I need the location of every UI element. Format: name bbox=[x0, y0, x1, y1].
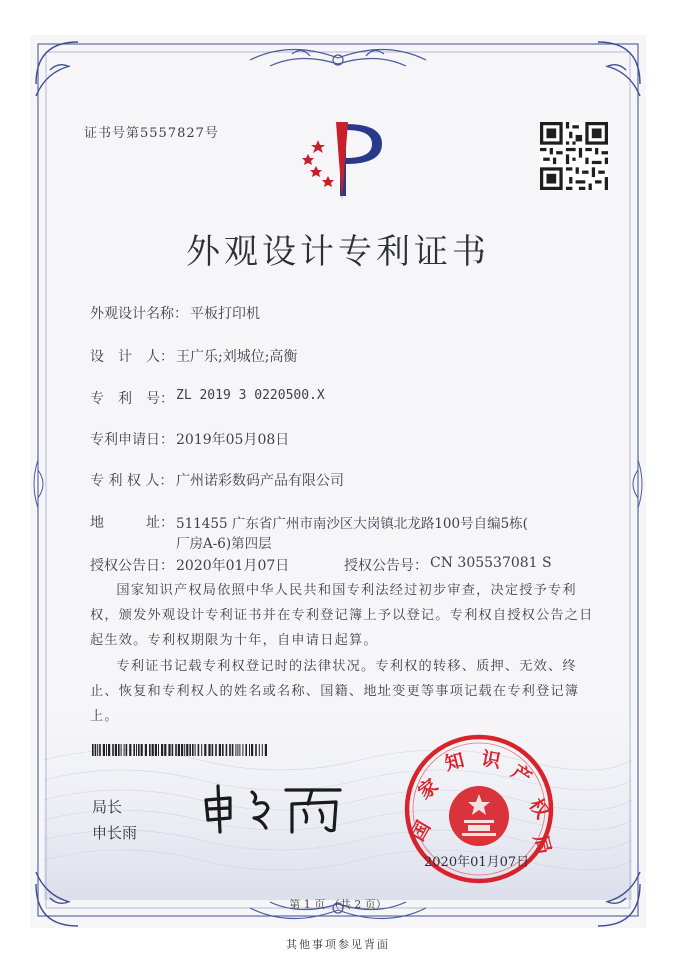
address-line-2: 厂房A-6)第四层 bbox=[176, 536, 272, 552]
grant-number-value: CN 305537081 S bbox=[430, 555, 552, 571]
qr-code-icon bbox=[540, 122, 608, 190]
svg-text:局: 局 bbox=[528, 832, 555, 857]
filing-date-label: 专利申请日： bbox=[90, 432, 174, 448]
svg-text:权: 权 bbox=[524, 794, 554, 823]
back-side-note: 其他事项参见背面 bbox=[286, 938, 390, 951]
grant-date-value: 2020年01月07日 bbox=[176, 558, 290, 574]
svg-text:产: 产 bbox=[507, 760, 536, 790]
certificate-title: 外观设计专利证书 bbox=[186, 232, 490, 272]
cnipa-logo-icon bbox=[296, 118, 388, 200]
certificate-number: 证书号第5557827号 bbox=[84, 126, 219, 141]
svg-text:识: 识 bbox=[479, 747, 503, 773]
statement-paragraph-2: 专利证书记载专利权登记时的法律状况。专利权的转移、质押、无效、终止、恢复和专利权人的姓名或名称、国籍、地址变更等事项记载在专利登记簿上。 bbox=[90, 659, 580, 724]
patentee-label: 专 利 权 人： bbox=[90, 473, 174, 489]
svg-text:国: 国 bbox=[406, 817, 436, 845]
page-indicator: 第 1 页 （共 2 页） bbox=[289, 898, 387, 911]
patentee-value: 广州诺彩数码产品有限公司 bbox=[176, 473, 344, 489]
statement-paragraph-1: 国家知识产权局依照中华人民共和国专利法经过初步审查，决定授予专利权，颁发外观设计专利证书并在专利登记簿上予以登记。专利权自授权公告之日起生效。专利权期限为十年，自申请日起算。 bbox=[90, 583, 594, 648]
svg-text:知: 知 bbox=[442, 749, 467, 776]
address-label: 地 址： bbox=[90, 515, 174, 531]
handwritten-signature bbox=[200, 778, 350, 836]
patent-number-value: ZL 2019 3 0220500.X bbox=[176, 388, 325, 403]
barcode-icon bbox=[92, 744, 270, 756]
seal-date: 2020年01月07日 bbox=[424, 855, 530, 870]
designer-label: 设 计 人： bbox=[90, 349, 174, 365]
grant-number-label: 授权公告号： bbox=[344, 558, 428, 574]
design-name-label: 外观设计名称： bbox=[90, 306, 188, 322]
design-name-value: 平板打印机 bbox=[190, 306, 260, 322]
director-title: 局长 bbox=[92, 798, 123, 816]
patent-number-label: 专 利 号： bbox=[90, 391, 174, 407]
grant-date-label: 授权公告日： bbox=[90, 558, 174, 574]
address-line-1: 511455 广东省广州市南沙区大岗镇北龙路100号自编5栋( bbox=[176, 516, 528, 532]
svg-text:家: 家 bbox=[414, 774, 443, 804]
designer-value: 王广乐;刘城位;高衡 bbox=[176, 349, 298, 365]
director-name: 申长雨 bbox=[92, 824, 138, 842]
filing-date-value: 2019年05月08日 bbox=[176, 432, 290, 448]
